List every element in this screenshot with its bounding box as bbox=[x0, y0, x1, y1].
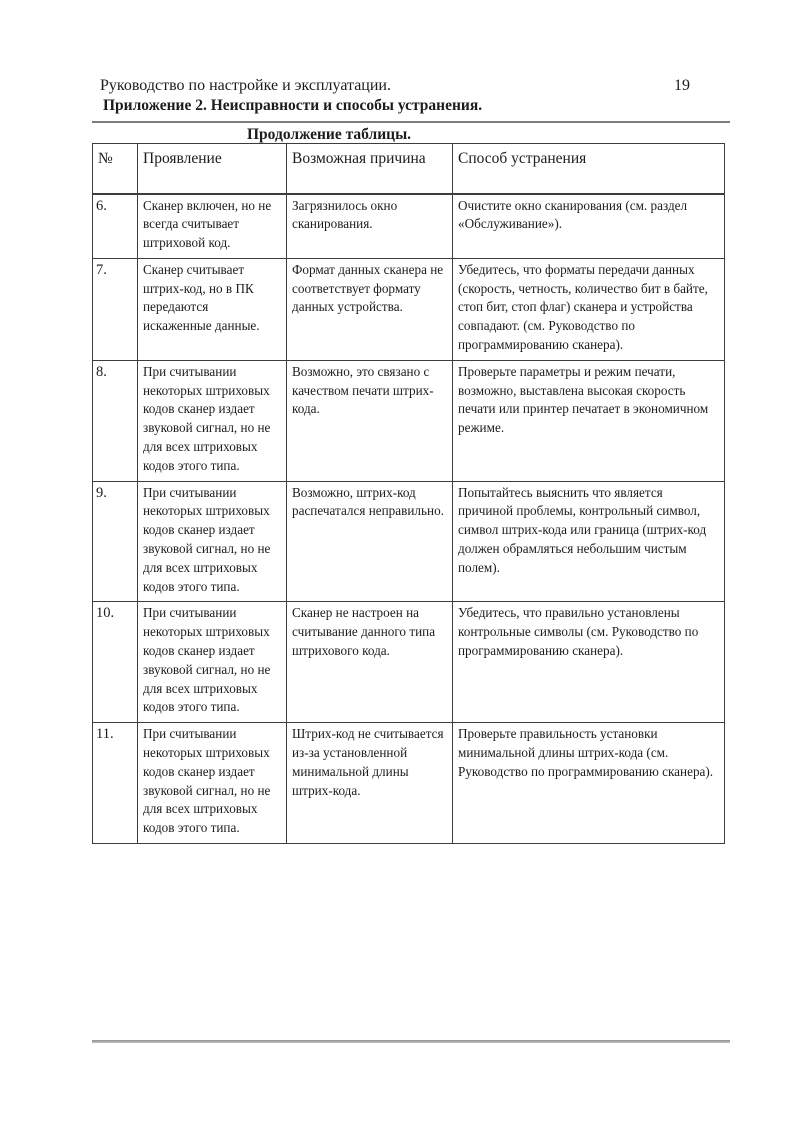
footer-rule bbox=[92, 1040, 730, 1043]
cell-cause: Штрих-код не считывается из-за установленной минимальной длины штрих-кода. bbox=[287, 723, 453, 844]
table-row bbox=[93, 258, 725, 360]
column-header-symptom: Проявление bbox=[138, 144, 287, 194]
table-row bbox=[93, 723, 725, 844]
cell-cause: Сканер не настроен на считывание данного типа штрихового кода. bbox=[287, 602, 453, 723]
header-rule bbox=[92, 121, 730, 123]
cell-row-number: 6. bbox=[93, 194, 138, 259]
cell-symptom: При считывании некоторых штриховых кодов сканер издает звуковой сигнал, но не для всех штриховых кодов этого типа. bbox=[138, 602, 287, 723]
column-header-solution: Способ устранения bbox=[453, 144, 725, 194]
cell-solution: Проверьте правильность установки минимальной длины штрих-кода (см. Руководство по программированию сканера). bbox=[453, 723, 725, 844]
cell-row-number: 9. bbox=[93, 481, 138, 602]
cell-row-number: 7. bbox=[93, 258, 138, 360]
document-header-title: Руководство по настройке и эксплуатации. bbox=[100, 77, 391, 94]
cell-cause: Загрязнилось окно сканирования. bbox=[287, 194, 453, 259]
cell-solution: Убедитесь, что правильно установлены контрольные символы (см. Руководство по программированию сканера). bbox=[453, 602, 725, 723]
table-row bbox=[93, 481, 725, 602]
cell-row-number: 10. bbox=[93, 602, 138, 723]
table-row bbox=[93, 602, 725, 723]
cell-cause: Возможно, штрих-код распечатался неправильно. bbox=[287, 481, 453, 602]
column-header-num: № bbox=[93, 144, 138, 194]
troubleshooting-table bbox=[92, 143, 725, 844]
cell-symptom: При считывании некоторых штриховых кодов сканер издает звуковой сигнал, но не для всех штриховых кодов этого типа. bbox=[138, 481, 287, 602]
cell-row-number: 8. bbox=[93, 360, 138, 481]
cell-symptom: Сканер включен, но не всегда считывает штриховой код. bbox=[138, 194, 287, 259]
cell-solution: Проверьте параметры и режим печати, возможно, выставлена высокая скорость печати или принтер печатает в экономичном режиме. bbox=[453, 360, 725, 481]
cell-row-number: 11. bbox=[93, 723, 138, 844]
cell-symptom: Сканер считывает штрих-код, но в ПК передаются искаженные данные. bbox=[138, 258, 287, 360]
table-row bbox=[93, 194, 725, 259]
cell-cause: Возможно, это связано с качеством печати штрих-кода. bbox=[287, 360, 453, 481]
cell-symptom: При считывании некоторых штриховых кодов сканер издает звуковой сигнал, но не для всех штриховых кодов этого типа. bbox=[138, 360, 287, 481]
cell-solution: Очистите окно сканирования (см. раздел «Обслуживание»). bbox=[453, 194, 725, 259]
cell-symptom: При считывании некоторых штриховых кодов сканер издает звуковой сигнал, но не для всех штриховых кодов этого типа. bbox=[138, 723, 287, 844]
appendix-title: Приложение 2. Неисправности и способы устранения. bbox=[103, 97, 483, 114]
table-row bbox=[93, 360, 725, 481]
page-number: 19 bbox=[674, 77, 690, 94]
cell-solution: Убедитесь, что форматы передачи данных (скорость, четность, количество бит в байте, стоп бит, стоп флаг) сканера и устройства совпадают. (см. Руководство по программированию сканера). bbox=[453, 258, 725, 360]
cell-solution: Попытайтесь выяснить что является причиной проблемы, контрольный символ, символ штрих-кода или граница (штрих-код должен обрамляться небольшим чистым полем). bbox=[453, 481, 725, 602]
column-header-cause: Возможная причина bbox=[287, 144, 453, 194]
table-header-row bbox=[93, 144, 725, 194]
table-caption: Продолжение таблицы. bbox=[247, 126, 412, 143]
cell-cause: Формат данных сканера не соответствует формату данных устройства. bbox=[287, 258, 453, 360]
